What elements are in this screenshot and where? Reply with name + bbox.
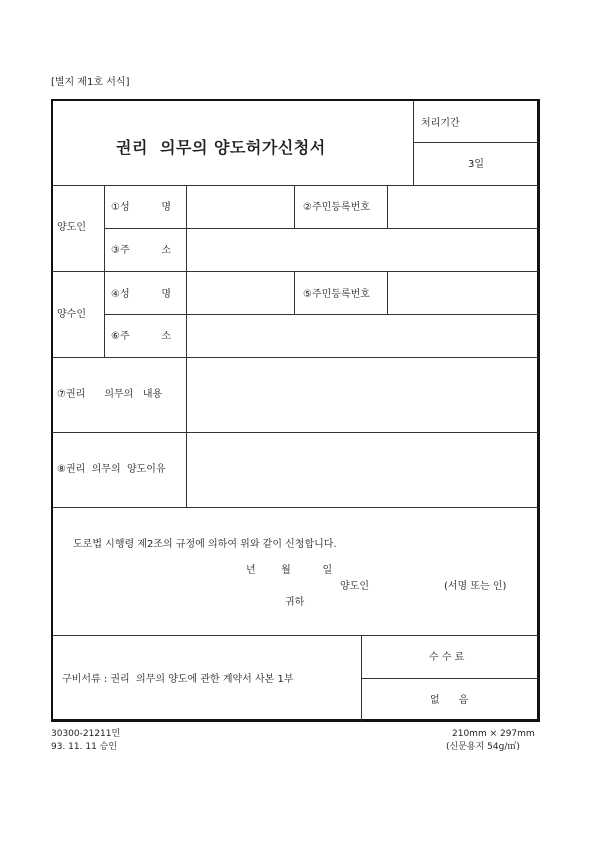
transferee-address-label: ⑥주 소	[111, 331, 172, 342]
addressee-label: 귀하	[285, 597, 305, 608]
rights-content-label: ⑦권리 의무의 내용	[57, 389, 163, 400]
paper-size: 210mm × 297mm	[452, 729, 535, 739]
transferor-address-field[interactable]	[188, 230, 536, 269]
transferee-id-field[interactable]	[389, 273, 536, 312]
transferor-name-label: ①성 명	[111, 202, 172, 213]
approval-date: 93. 11. 11 승인	[51, 742, 118, 752]
fee-label: 수 수 료	[429, 652, 465, 663]
transferor-group-label: 양도인	[57, 222, 86, 233]
application-statement: 도로법 시행령 제2조의 규정에 의하여 위와 같이 신청합니다.	[73, 539, 337, 550]
form-appendix-label: [별지 제1호 서식]	[51, 77, 130, 88]
transferee-address-field[interactable]	[188, 316, 536, 355]
rights-content-field[interactable]	[188, 359, 536, 430]
transferee-name-label: ④성 명	[111, 289, 172, 300]
transfer-reason-field[interactable]	[188, 434, 536, 505]
form-title: 권리 의무의 양도허가신청서	[116, 138, 326, 157]
paper-type: (신문용지 54g/㎡)	[446, 742, 520, 752]
signature-label: (서명 또는 인)	[444, 581, 507, 592]
transfer-reason-label: ⑧권리 의무의 양도이유	[57, 464, 166, 475]
applicant-label: 양도인	[340, 581, 369, 592]
transferor-id-field[interactable]	[389, 187, 536, 226]
processing-period-label: 처리기간	[421, 118, 460, 129]
transferee-name-field[interactable]	[188, 273, 292, 312]
form-code: 30300-21211민	[51, 729, 121, 739]
transferor-name-field[interactable]	[188, 187, 292, 226]
processing-period-value: 3일	[468, 159, 485, 170]
transferee-id-label: ⑤주민등록번호	[303, 289, 370, 300]
transferor-id-label: ②주민등록번호	[303, 202, 370, 213]
transferee-group-label: 양수인	[57, 309, 86, 320]
required-documents-label: 구비서류 : 권리 의무의 양도에 관한 계약서 사본 1부	[62, 674, 294, 685]
transferor-address-label: ③주 소	[111, 245, 172, 256]
date-line: 년 월 일	[246, 565, 333, 576]
fee-value: 없 음	[430, 695, 469, 706]
